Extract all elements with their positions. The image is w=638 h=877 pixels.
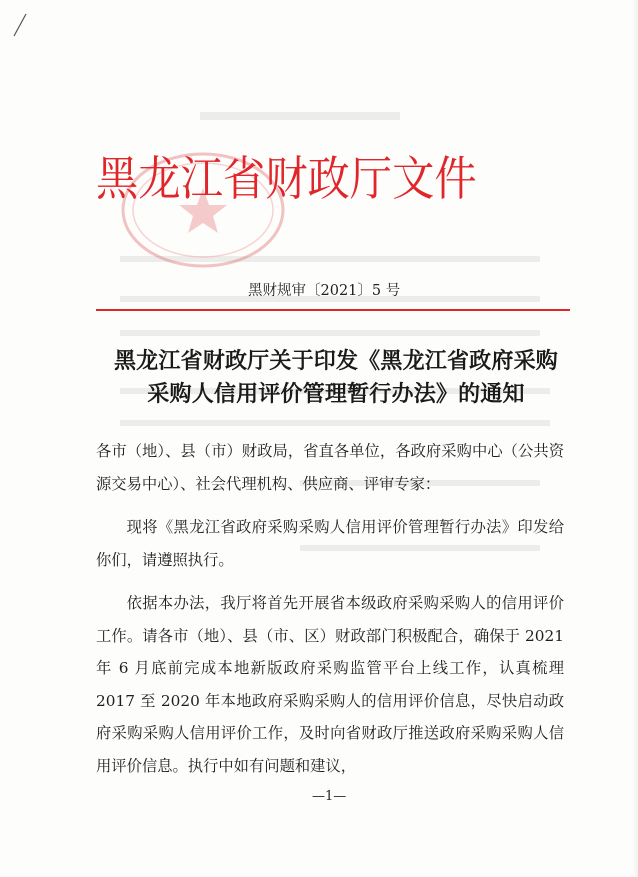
paragraph-gap: [96, 576, 564, 587]
paragraph-gap: [96, 500, 564, 511]
document-number: 黑财规审〔2021〕5 号: [248, 283, 401, 299]
addressee-paragraph: 各市（地）、县（市）财政局，省直各单位，各政府采购中心（公共资源交易中心）、社会代理机构、供应商、评审专家：: [96, 442, 564, 493]
body-paragraph-2: 依据本办法，我厅将首先开展省本级政府采购采购人的信用评价工作。请各市（地）、县（市、区）财政部门积极配合，确保于 2021 年 6 月底前完成本地新版政府采购监管平台上线工作，认真梳理 2017 至 2020 年本地政府采购采购人的信用评价信息，尽快启动政府采购采购人信用评价工作，及时向省财政厅推送政府采购采购人信用评价信息。执行中如有问题和建议，: [96, 594, 564, 775]
scan-edge-shadow: [632, 0, 638, 877]
notice-body: [96, 435, 564, 782]
red-divider-line: [96, 309, 570, 311]
agency-header-title: 黑龙江省财政厅文件: [96, 152, 477, 207]
notice-title-line-1: 黑龙江省财政厅关于印发《黑龙江省政府采购: [113, 348, 558, 374]
page-number: —1—: [312, 789, 347, 804]
notice-title-line-2: 采购人信用评价管理暂行办法》的通知: [147, 381, 525, 407]
notice-title: [96, 345, 576, 411]
body-paragraph-1: 现将《黑龙江省政府采购采购人信用评价管理暂行办法》印发给你们，请遵照执行。: [96, 518, 564, 569]
